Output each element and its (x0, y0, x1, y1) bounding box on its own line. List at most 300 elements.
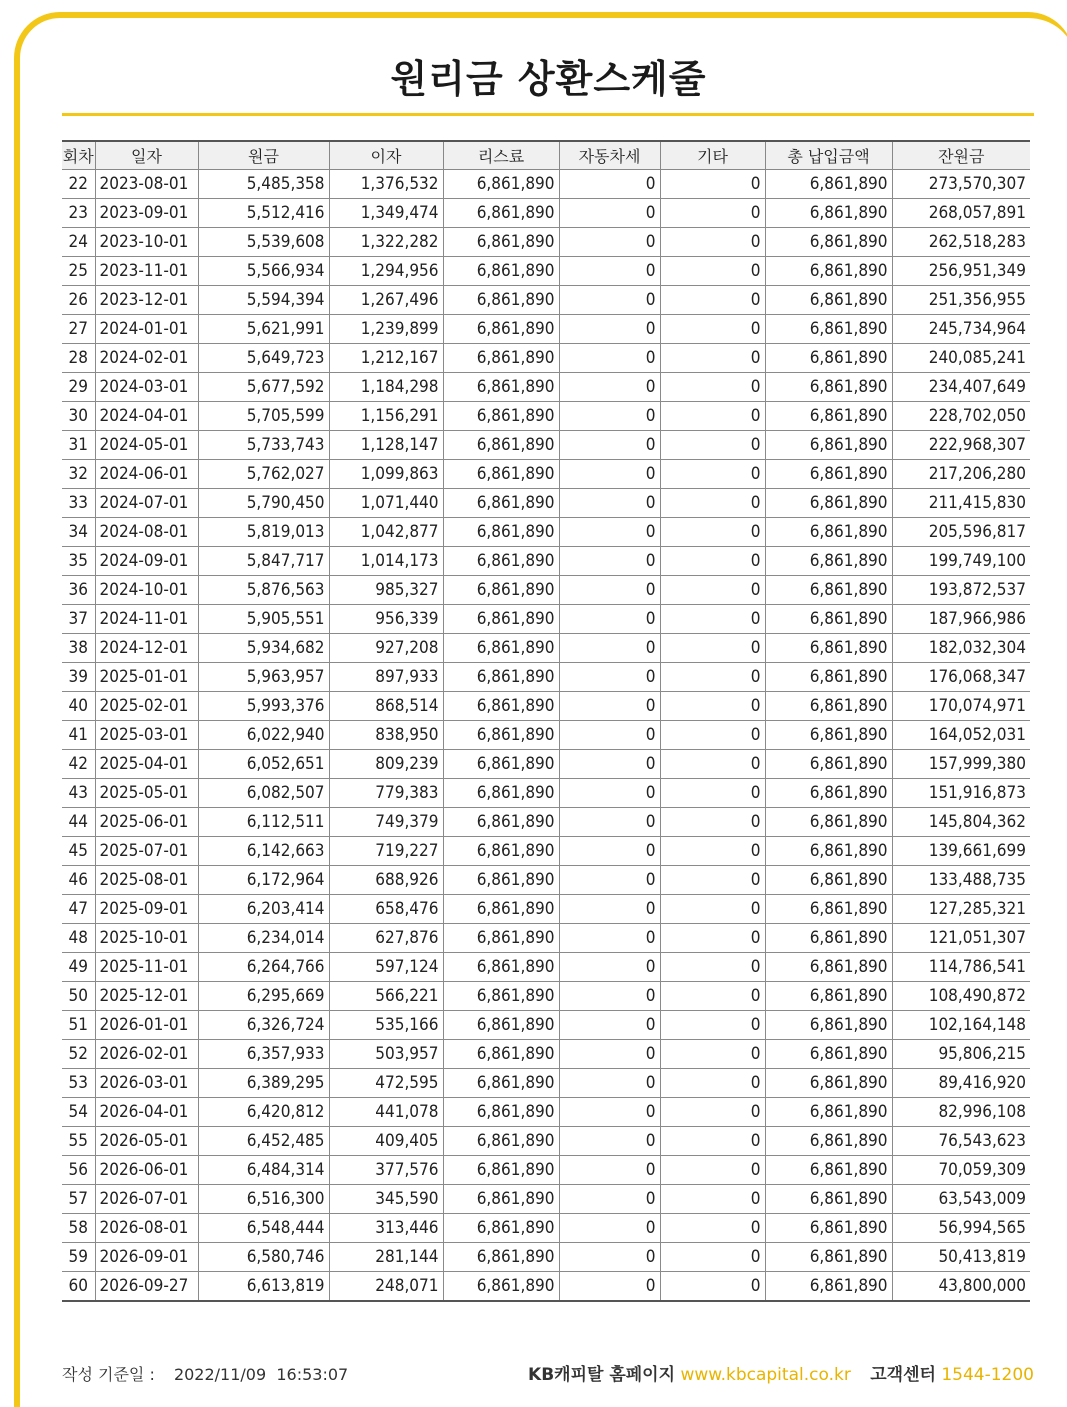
cell-remaining-principal: 50,413,819 (892, 1243, 1030, 1272)
cell-total-payment: 6,861,890 (765, 257, 892, 286)
cell-lease-fee: 6,861,890 (443, 518, 559, 547)
cell-principal: 6,452,485 (198, 1127, 329, 1156)
cell-date: 2024-07-01 (95, 489, 198, 518)
table-row (62, 837, 1030, 866)
cell-date: 2024-12-01 (95, 634, 198, 663)
cell-total-payment: 6,861,890 (765, 547, 892, 576)
cell-other: 0 (660, 895, 765, 924)
col-header-principal: 원금 (198, 141, 329, 170)
cell-principal: 5,539,608 (198, 228, 329, 257)
table-row (62, 692, 1030, 721)
cell-no: 39 (62, 663, 95, 692)
cell-other: 0 (660, 576, 765, 605)
cell-total-payment: 6,861,890 (765, 1011, 892, 1040)
cell-interest: 1,376,532 (329, 170, 443, 199)
cell-principal: 6,389,295 (198, 1069, 329, 1098)
cell-lease-fee: 6,861,890 (443, 286, 559, 315)
cell-remaining-principal: 170,074,971 (892, 692, 1030, 721)
cell-lease-fee: 6,861,890 (443, 1069, 559, 1098)
col-header-date: 일자 (95, 141, 198, 170)
cell-lease-fee: 6,861,890 (443, 199, 559, 228)
cell-date: 2026-09-27 (95, 1272, 198, 1302)
cell-no: 41 (62, 721, 95, 750)
cell-interest: 281,144 (329, 1243, 443, 1272)
cell-no: 46 (62, 866, 95, 895)
cell-lease-fee: 6,861,890 (443, 750, 559, 779)
cell-lease-fee: 6,861,890 (443, 1098, 559, 1127)
cell-car-tax: 0 (559, 605, 660, 634)
cell-other: 0 (660, 431, 765, 460)
cell-car-tax: 0 (559, 1243, 660, 1272)
cell-other: 0 (660, 1040, 765, 1069)
cell-interest: 779,383 (329, 779, 443, 808)
cell-car-tax: 0 (559, 1040, 660, 1069)
cell-principal: 5,705,599 (198, 402, 329, 431)
cell-lease-fee: 6,861,890 (443, 808, 559, 837)
cell-lease-fee: 6,861,890 (443, 402, 559, 431)
cell-no: 32 (62, 460, 95, 489)
table-row (62, 779, 1030, 808)
cell-interest: 688,926 (329, 866, 443, 895)
cell-no: 37 (62, 605, 95, 634)
cell-interest: 377,576 (329, 1156, 443, 1185)
cell-no: 52 (62, 1040, 95, 1069)
cell-principal: 6,022,940 (198, 721, 329, 750)
cell-remaining-principal: 102,164,148 (892, 1011, 1030, 1040)
cell-car-tax: 0 (559, 1214, 660, 1243)
cell-interest: 956,339 (329, 605, 443, 634)
cell-total-payment: 6,861,890 (765, 866, 892, 895)
cell-remaining-principal: 262,518,283 (892, 228, 1030, 257)
cell-other: 0 (660, 460, 765, 489)
cell-interest: 749,379 (329, 808, 443, 837)
cell-remaining-principal: 114,786,541 (892, 953, 1030, 982)
cell-total-payment: 6,861,890 (765, 518, 892, 547)
created-date-value: 2022/11/09 16:53:07 (173, 1365, 349, 1384)
table-row (62, 953, 1030, 982)
cell-other: 0 (660, 982, 765, 1011)
cell-remaining-principal: 151,916,873 (892, 779, 1030, 808)
cell-no: 57 (62, 1185, 95, 1214)
cell-interest: 1,071,440 (329, 489, 443, 518)
cell-no: 56 (62, 1156, 95, 1185)
cell-total-payment: 6,861,890 (765, 808, 892, 837)
table-row (62, 1127, 1030, 1156)
cell-principal: 5,677,592 (198, 373, 329, 402)
cell-remaining-principal: 76,543,623 (892, 1127, 1030, 1156)
cell-date: 2023-09-01 (95, 199, 198, 228)
cell-no: 53 (62, 1069, 95, 1098)
cell-remaining-principal: 251,356,955 (892, 286, 1030, 315)
table-row (62, 489, 1030, 518)
cell-principal: 6,234,014 (198, 924, 329, 953)
cell-total-payment: 6,861,890 (765, 1272, 892, 1302)
cell-total-payment: 6,861,890 (765, 170, 892, 199)
cell-other: 0 (660, 924, 765, 953)
customer-center-phone[interactable]: 1544-1200 (941, 1365, 1034, 1385)
cell-car-tax: 0 (559, 1272, 660, 1302)
cell-interest: 1,267,496 (329, 286, 443, 315)
cell-other: 0 (660, 808, 765, 837)
cell-interest: 345,590 (329, 1185, 443, 1214)
cell-interest: 1,014,173 (329, 547, 443, 576)
table-row (62, 373, 1030, 402)
table-row (62, 634, 1030, 663)
cell-no: 51 (62, 1011, 95, 1040)
cell-other: 0 (660, 547, 765, 576)
table-row (62, 895, 1030, 924)
cell-interest: 1,042,877 (329, 518, 443, 547)
cell-other: 0 (660, 692, 765, 721)
cell-date: 2026-08-01 (95, 1214, 198, 1243)
cell-interest: 248,071 (329, 1272, 443, 1302)
cell-date: 2026-02-01 (95, 1040, 198, 1069)
cell-car-tax: 0 (559, 808, 660, 837)
cell-principal: 5,790,450 (198, 489, 329, 518)
cell-total-payment: 6,861,890 (765, 315, 892, 344)
cell-principal: 6,295,669 (198, 982, 329, 1011)
cell-remaining-principal: 222,968,307 (892, 431, 1030, 460)
cell-no: 26 (62, 286, 95, 315)
cell-lease-fee: 6,861,890 (443, 1156, 559, 1185)
cell-no: 23 (62, 199, 95, 228)
cell-date: 2024-11-01 (95, 605, 198, 634)
cell-date: 2023-10-01 (95, 228, 198, 257)
cell-remaining-principal: 70,059,309 (892, 1156, 1030, 1185)
cell-interest: 1,349,474 (329, 199, 443, 228)
cell-principal: 5,934,682 (198, 634, 329, 663)
cell-lease-fee: 6,861,890 (443, 837, 559, 866)
cell-car-tax: 0 (559, 1156, 660, 1185)
cell-principal: 5,819,013 (198, 518, 329, 547)
cell-date: 2024-10-01 (95, 576, 198, 605)
cell-principal: 6,548,444 (198, 1214, 329, 1243)
cell-principal: 6,203,414 (198, 895, 329, 924)
cell-lease-fee: 6,861,890 (443, 344, 559, 373)
table-row (62, 518, 1030, 547)
cell-date: 2025-09-01 (95, 895, 198, 924)
cell-remaining-principal: 211,415,830 (892, 489, 1030, 518)
cell-no: 49 (62, 953, 95, 982)
table-row (62, 344, 1030, 373)
cell-date: 2024-06-01 (95, 460, 198, 489)
cell-no: 38 (62, 634, 95, 663)
cell-lease-fee: 6,861,890 (443, 1214, 559, 1243)
cell-other: 0 (660, 315, 765, 344)
cell-principal: 5,594,394 (198, 286, 329, 315)
cell-interest: 409,405 (329, 1127, 443, 1156)
cell-lease-fee: 6,861,890 (443, 1185, 559, 1214)
cell-date: 2026-06-01 (95, 1156, 198, 1185)
cell-car-tax: 0 (559, 982, 660, 1011)
cell-principal: 6,172,964 (198, 866, 329, 895)
cell-car-tax: 0 (559, 344, 660, 373)
cell-other: 0 (660, 837, 765, 866)
table-row (62, 547, 1030, 576)
cell-lease-fee: 6,861,890 (443, 924, 559, 953)
cell-car-tax: 0 (559, 1011, 660, 1040)
cell-date: 2024-02-01 (95, 344, 198, 373)
cell-lease-fee: 6,861,890 (443, 1040, 559, 1069)
cell-other: 0 (660, 170, 765, 199)
table-row (62, 1272, 1030, 1302)
cell-lease-fee: 6,861,890 (443, 257, 559, 286)
cell-interest: 1,239,899 (329, 315, 443, 344)
cell-remaining-principal: 145,804,362 (892, 808, 1030, 837)
cell-lease-fee: 6,861,890 (443, 228, 559, 257)
cell-total-payment: 6,861,890 (765, 663, 892, 692)
cell-remaining-principal: 164,052,031 (892, 721, 1030, 750)
cell-principal: 6,052,651 (198, 750, 329, 779)
cell-total-payment: 6,861,890 (765, 750, 892, 779)
cell-car-tax: 0 (559, 1069, 660, 1098)
cell-principal: 5,649,723 (198, 344, 329, 373)
cell-total-payment: 6,861,890 (765, 837, 892, 866)
table-row (62, 257, 1030, 286)
cell-no: 48 (62, 924, 95, 953)
cell-other: 0 (660, 1243, 765, 1272)
cell-date: 2024-09-01 (95, 547, 198, 576)
cell-principal: 6,112,511 (198, 808, 329, 837)
cell-car-tax: 0 (559, 866, 660, 895)
cell-total-payment: 6,861,890 (765, 373, 892, 402)
cell-principal: 6,326,724 (198, 1011, 329, 1040)
cell-date: 2023-08-01 (95, 170, 198, 199)
cell-total-payment: 6,861,890 (765, 634, 892, 663)
table-row (62, 1243, 1030, 1272)
cell-lease-fee: 6,861,890 (443, 170, 559, 199)
cell-date: 2024-04-01 (95, 402, 198, 431)
cell-lease-fee: 6,861,890 (443, 866, 559, 895)
cell-no: 35 (62, 547, 95, 576)
homepage-link[interactable]: www.kbcapital.co.kr (680, 1365, 851, 1385)
cell-total-payment: 6,861,890 (765, 692, 892, 721)
cell-interest: 1,294,956 (329, 257, 443, 286)
table-row (62, 402, 1030, 431)
table-row (62, 808, 1030, 837)
cell-interest: 985,327 (329, 576, 443, 605)
cell-no: 34 (62, 518, 95, 547)
cell-date: 2025-07-01 (95, 837, 198, 866)
cell-total-payment: 6,861,890 (765, 1156, 892, 1185)
cell-other: 0 (660, 402, 765, 431)
col-header-remaining-principal: 잔원금 (892, 141, 1030, 170)
cell-principal: 5,566,934 (198, 257, 329, 286)
cell-car-tax: 0 (559, 1098, 660, 1127)
cell-date: 2024-05-01 (95, 431, 198, 460)
cell-principal: 5,762,027 (198, 460, 329, 489)
cell-lease-fee: 6,861,890 (443, 576, 559, 605)
cell-no: 24 (62, 228, 95, 257)
cell-other: 0 (660, 1011, 765, 1040)
cell-total-payment: 6,861,890 (765, 1040, 892, 1069)
cell-total-payment: 6,861,890 (765, 721, 892, 750)
cell-other: 0 (660, 953, 765, 982)
cell-interest: 535,166 (329, 1011, 443, 1040)
cell-total-payment: 6,861,890 (765, 228, 892, 257)
cell-principal: 5,847,717 (198, 547, 329, 576)
cell-no: 40 (62, 692, 95, 721)
cell-remaining-principal: 228,702,050 (892, 402, 1030, 431)
cell-interest: 503,957 (329, 1040, 443, 1069)
cell-principal: 5,963,957 (198, 663, 329, 692)
cell-interest: 1,099,863 (329, 460, 443, 489)
cell-other: 0 (660, 866, 765, 895)
cell-car-tax: 0 (559, 750, 660, 779)
cell-no: 43 (62, 779, 95, 808)
cell-no: 29 (62, 373, 95, 402)
col-header-car-tax: 자동차세 (559, 141, 660, 170)
cell-date: 2026-05-01 (95, 1127, 198, 1156)
cell-other: 0 (660, 344, 765, 373)
table-row (62, 924, 1030, 953)
table-row (62, 1156, 1030, 1185)
cell-total-payment: 6,861,890 (765, 431, 892, 460)
cell-remaining-principal: 56,994,565 (892, 1214, 1030, 1243)
cell-no: 36 (62, 576, 95, 605)
table-body (62, 170, 1030, 1302)
cell-principal: 5,512,416 (198, 199, 329, 228)
cell-other: 0 (660, 1127, 765, 1156)
cell-date: 2025-03-01 (95, 721, 198, 750)
cell-no: 50 (62, 982, 95, 1011)
cell-remaining-principal: 133,488,735 (892, 866, 1030, 895)
cell-car-tax: 0 (559, 779, 660, 808)
cell-interest: 1,212,167 (329, 344, 443, 373)
cell-other: 0 (660, 1069, 765, 1098)
cell-lease-fee: 6,861,890 (443, 315, 559, 344)
cell-other: 0 (660, 605, 765, 634)
cell-other: 0 (660, 286, 765, 315)
cell-date: 2026-04-01 (95, 1098, 198, 1127)
cell-total-payment: 6,861,890 (765, 286, 892, 315)
table-row (62, 1011, 1030, 1040)
cell-principal: 6,484,314 (198, 1156, 329, 1185)
col-header-interest: 이자 (329, 141, 443, 170)
cell-date: 2025-02-01 (95, 692, 198, 721)
cell-other: 0 (660, 634, 765, 663)
cell-total-payment: 6,861,890 (765, 576, 892, 605)
cell-date: 2023-12-01 (95, 286, 198, 315)
cell-lease-fee: 6,861,890 (443, 373, 559, 402)
cell-total-payment: 6,861,890 (765, 402, 892, 431)
cell-interest: 1,128,147 (329, 431, 443, 460)
cell-interest: 719,227 (329, 837, 443, 866)
cell-remaining-principal: 89,416,920 (892, 1069, 1030, 1098)
cell-total-payment: 6,861,890 (765, 199, 892, 228)
cell-car-tax: 0 (559, 489, 660, 518)
table-header-row (62, 141, 1030, 170)
cell-lease-fee: 6,861,890 (443, 721, 559, 750)
cell-no: 28 (62, 344, 95, 373)
cell-date: 2026-03-01 (95, 1069, 198, 1098)
cell-car-tax: 0 (559, 315, 660, 344)
cell-remaining-principal: 234,407,649 (892, 373, 1030, 402)
table-row (62, 1040, 1030, 1069)
cell-lease-fee: 6,861,890 (443, 895, 559, 924)
cell-other: 0 (660, 1156, 765, 1185)
cell-other: 0 (660, 750, 765, 779)
cell-interest: 838,950 (329, 721, 443, 750)
cell-date: 2024-03-01 (95, 373, 198, 402)
cell-remaining-principal: 43,800,000 (892, 1272, 1030, 1302)
cell-no: 31 (62, 431, 95, 460)
cell-other: 0 (660, 199, 765, 228)
cell-lease-fee: 6,861,890 (443, 634, 559, 663)
table-row (62, 1069, 1030, 1098)
cell-remaining-principal: 217,206,280 (892, 460, 1030, 489)
cell-date: 2025-12-01 (95, 982, 198, 1011)
cell-car-tax: 0 (559, 257, 660, 286)
table-row (62, 286, 1030, 315)
cell-total-payment: 6,861,890 (765, 460, 892, 489)
cell-principal: 5,876,563 (198, 576, 329, 605)
cell-date: 2025-06-01 (95, 808, 198, 837)
cell-remaining-principal: 139,661,699 (892, 837, 1030, 866)
cell-no: 27 (62, 315, 95, 344)
cell-remaining-principal: 205,596,817 (892, 518, 1030, 547)
col-header-no: 회차 (62, 141, 95, 170)
cell-total-payment: 6,861,890 (765, 1214, 892, 1243)
cell-lease-fee: 6,861,890 (443, 1127, 559, 1156)
cell-lease-fee: 6,861,890 (443, 982, 559, 1011)
cell-principal: 6,613,819 (198, 1272, 329, 1302)
cell-principal: 5,993,376 (198, 692, 329, 721)
cell-total-payment: 6,861,890 (765, 1127, 892, 1156)
cell-remaining-principal: 176,068,347 (892, 663, 1030, 692)
table-row (62, 228, 1030, 257)
cell-total-payment: 6,861,890 (765, 779, 892, 808)
cell-total-payment: 6,861,890 (765, 982, 892, 1011)
cell-other: 0 (660, 228, 765, 257)
cell-car-tax: 0 (559, 228, 660, 257)
cell-total-payment: 6,861,890 (765, 344, 892, 373)
cell-remaining-principal: 245,734,964 (892, 315, 1030, 344)
cell-remaining-principal: 108,490,872 (892, 982, 1030, 1011)
cell-lease-fee: 6,861,890 (443, 489, 559, 518)
cell-no: 25 (62, 257, 95, 286)
cell-total-payment: 6,861,890 (765, 895, 892, 924)
title-divider (62, 113, 1034, 116)
created-date (62, 1362, 348, 1385)
table-row (62, 1185, 1030, 1214)
cell-date: 2026-01-01 (95, 1011, 198, 1040)
col-header-lease-fee: 리스료 (443, 141, 559, 170)
cell-no: 33 (62, 489, 95, 518)
table-row (62, 866, 1030, 895)
cell-other: 0 (660, 779, 765, 808)
cell-date: 2025-04-01 (95, 750, 198, 779)
table-row (62, 460, 1030, 489)
table-row (62, 605, 1030, 634)
cell-car-tax: 0 (559, 634, 660, 663)
cell-remaining-principal: 127,285,321 (892, 895, 1030, 924)
cell-total-payment: 6,861,890 (765, 924, 892, 953)
table-row (62, 170, 1030, 199)
cell-interest: 441,078 (329, 1098, 443, 1127)
table-row (62, 982, 1030, 1011)
cell-lease-fee: 6,861,890 (443, 953, 559, 982)
cell-no: 30 (62, 402, 95, 431)
cell-remaining-principal: 256,951,349 (892, 257, 1030, 286)
cell-principal: 6,142,663 (198, 837, 329, 866)
created-date-label: 작성 기준일 : (62, 1365, 155, 1384)
cell-car-tax: 0 (559, 692, 660, 721)
cell-other: 0 (660, 1098, 765, 1127)
cell-car-tax: 0 (559, 953, 660, 982)
cell-no: 55 (62, 1127, 95, 1156)
cell-lease-fee: 6,861,890 (443, 460, 559, 489)
